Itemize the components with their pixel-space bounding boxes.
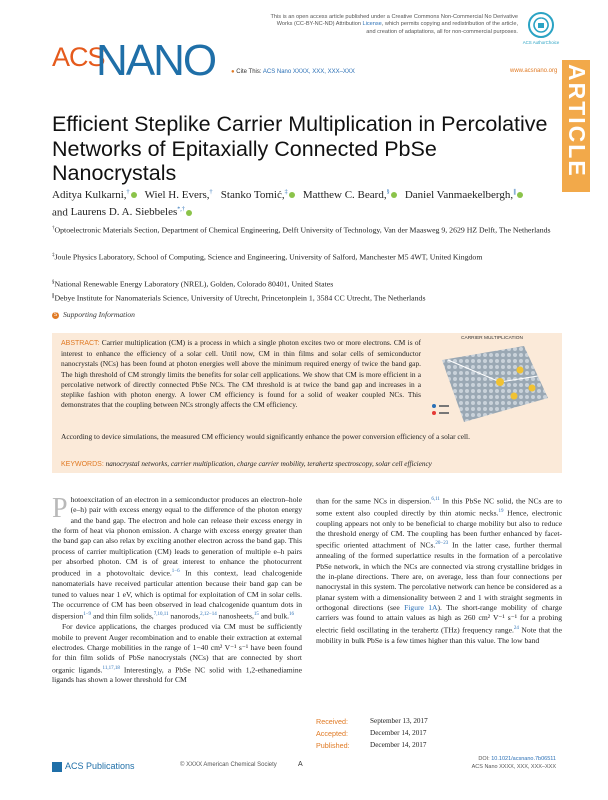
orcid-icon[interactable] bbox=[391, 192, 397, 198]
footer-citation: ACS Nano XXXX, XXX, XXX–XXX bbox=[471, 763, 556, 770]
affiliation: †Optoelectronic Materials Section, Department of Chemical Engineering, Delft University of Technology, Van der Maasweg 9, 2629 HZ Delft, The Netherlands bbox=[52, 225, 551, 235]
cite-link[interactable]: ACS Nano XXXX, XXX, XXX–XXX bbox=[262, 69, 355, 75]
journal-logo-nano[interactable]: NANO bbox=[96, 36, 216, 85]
reference-link[interactable]: 1−9 bbox=[83, 612, 92, 618]
author[interactable]: Matthew C. Beard,§ bbox=[303, 189, 397, 201]
acs-publications-icon bbox=[52, 762, 62, 772]
received-date: Received: September 13, 2017 bbox=[316, 717, 428, 726]
electron-icon bbox=[432, 404, 436, 408]
doi-block: DOI: 10.1021/acsnano.7b06511 ACS Nano XXXX, XXX, XXX–XXX bbox=[452, 756, 556, 771]
section-tab-label: ARTICLE bbox=[564, 64, 590, 178]
open-access-notice bbox=[268, 14, 518, 36]
author[interactable]: Daniel Vanmaekelbergh,∥ bbox=[405, 189, 523, 201]
paragraph: Photoexcitation of an electron in a semiconductor produces an electron–hole (e–h) pair with excess energy equal to the difference of the photon energy and the band gap. The electron and hole can release their excess energy in the form of heat via phonon emission. A charge with excess energy greater than the band gap can also relax by exciting another electron across the band gap. This process of carrier multiplication (CM) leads to generation of multiple e–h pairs per absorbed photon. CM is of great interest to enhance the photocurrent produced in a photovoltaic device.$^{1-6}$ In this context, lead chalcogenide nanomaterials have received particular attention because their band gap can be tuned to values near 1 eV, which is optimal for exploitation of CM in solar cells. The occurrence of CM has been observed in lead chalcogenide quantum dots in dispersion$^{1-9}$ and thin film solids,$^{7,10,11}$ nanorods,$^{2,12-14}$ nanosheets,$^{15}$ and bulk.$^{16}$ bbox=[52, 493, 302, 621]
license-link[interactable]: License bbox=[362, 21, 382, 28]
reference-link[interactable]: 2,12−14 bbox=[200, 612, 217, 618]
cite-prefix: Cite This: bbox=[236, 69, 263, 75]
reference-link[interactable]: 15 bbox=[253, 612, 259, 618]
orcid-icon[interactable] bbox=[186, 210, 192, 216]
published-date: Published: December 14, 2017 bbox=[316, 741, 427, 750]
affiliation: ∥Debye Institute for Nanomaterials Science, University of Utrecht, Princetonplein 1, 3584 CC Utrecht, The Netherlands bbox=[52, 293, 426, 303]
keywords-label: KEYWORDS: bbox=[61, 461, 104, 468]
supporting-info-link[interactable]: S Supporting Information bbox=[53, 310, 135, 319]
figure-link[interactable]: Figure 1A bbox=[404, 603, 438, 613]
reference-link[interactable]: 1−6 bbox=[171, 569, 180, 575]
reference-link[interactable]: 24 bbox=[513, 625, 519, 631]
section-tab bbox=[562, 60, 590, 192]
oa-notice-line: , which permits copying and bbox=[381, 21, 451, 28]
publication-dates bbox=[316, 716, 476, 752]
author-list bbox=[52, 185, 552, 220]
toc-graphic bbox=[428, 340, 554, 428]
reference-link[interactable]: 16 bbox=[289, 612, 295, 618]
hole-icon bbox=[432, 411, 436, 415]
abstract-body: Carrier multiplication (CM) is a process in which a single photon excites two or more electrons. CM is of interest to enhance the efficiency of a solar cell. Until now, CM in thin films and solar cells of semiconductor nanocrystals (NCs) has been found at photon energies well above the minimum required energy of twice the band gap. The high threshold of CM strongly limits the benefits for solar cell applications. We show that CM is more efficient in a percolative network of directly connected PbSe NCs. The CM threshold is at twice the band gap and increases in a steplike fashion with photon energy. A lower CM efficiency is found for a solid of weaker coupled NCs. This demonstrates that the coupling between NCs strongly affects the CM efficiency. bbox=[61, 338, 421, 410]
author[interactable]: Laurens D. A. Siebbeles*,† bbox=[71, 206, 192, 218]
accepted-date: Accepted: December 14, 2017 bbox=[316, 729, 427, 738]
body-column-left bbox=[52, 495, 302, 686]
photon-icon bbox=[517, 367, 524, 374]
open-access-badge-icon bbox=[528, 12, 554, 38]
oa-notice-line: This is an open access article published under a Creative Commons Non-Commercial No bbox=[270, 14, 492, 20]
oa-notice-line: redistribution of the article, and creation of adaptations, all for non-commercial purposes. bbox=[366, 21, 518, 35]
paragraph: than for the same NCs in dispersion.$^{6,11}$ In this PbSe NC solid, the NCs are to some extent also coupled directly by thin atomic necks.$^{19}$ Hence, electronic coupling appears not only to be beneficial to charge mobility but also to reduce the threshold energy of CM. The coupling has been further enhanced by facet-specific oriented attachment of NCs.$^{20-23}$ In the latter case, further thermal annealing of the formed superlattice results in the formation of a percolative PbSe network, in which the NCs are connected via strong crystalline bridges in the in-plane directions. There are, on average, less than four connections per nanocrystal in this system. The percolative network can hence be considered as a planar system with a dimensionality between 2 and 1 with straight segments in orthogonal directions (see Figure 1A). The short-range mobility of charge carriers was found to attain values as high as 260 cm² V⁻¹ s⁻¹ for a probing electric field oscillating in the terahertz (THz) frequency range.$^{24}$ Note that the mobility in bulk PbSe is a few times higher than this value. The low band bbox=[316, 496, 563, 645]
reference-link[interactable]: 20−23 bbox=[435, 541, 449, 547]
photon-icon bbox=[511, 393, 518, 400]
reference-link[interactable]: 6,11 bbox=[431, 497, 440, 502]
supporting-info-icon: S bbox=[53, 311, 58, 318]
affiliation: §National Renewable Energy Laboratory (NREL), Golden, Colorado 80401, United States bbox=[52, 279, 334, 289]
article-title: Efficient Steplike Carrier Multiplication in Percolative Networks of Epitaxially Connected PbSe Nanocrystals bbox=[52, 112, 548, 185]
orcid-icon[interactable] bbox=[289, 192, 295, 198]
journal-logo-acs[interactable]: ACS bbox=[52, 42, 105, 72]
abstract-tail: According to device simulations, the measured CM efficiency would significantly enhance the power conversion efficiency of a solar cell. bbox=[61, 432, 470, 441]
photon-icon bbox=[496, 378, 504, 386]
keywords-list: nanocrystal networks, carrier multiplication, charge carrier mobility, terahertz spectroscopy, solar cell efficiency bbox=[105, 460, 432, 468]
reference-link[interactable]: 19 bbox=[498, 508, 504, 514]
oa-notice-line: Derivative Works (CC-BY-NC-ND) Attribution bbox=[276, 14, 518, 28]
copyright: © XXXX American Chemical Society bbox=[180, 762, 277, 768]
nanocrystal-network-image bbox=[442, 346, 548, 422]
orcid-icon[interactable] bbox=[131, 192, 137, 198]
toc-graphic-caption: CARRIER MULTIPLICATION bbox=[461, 336, 523, 341]
cite-icon: ● bbox=[231, 69, 235, 75]
publisher-logo[interactable]: ACS Publications bbox=[52, 761, 135, 772]
paragraph: For device applications, the charges produced via CM must be sufficiently mobile to prevent Auger recombination and to enable their extraction at external electrodes. Charge mobilities in the range of 1−40 cm² V⁻¹ s⁻¹ have been found for thin film solids of PbSe nanocrystals (NCs) that are connected by short organic ligands.$^{11,17,18}$ Interestingly, a PbSe NC solid with 1,2-ethanediamine ligands has shown a lower threshold for CM bbox=[52, 622, 302, 685]
affiliation: ‡Joule Physics Laboratory, School of Computing, Science and Engineering, University of Salford, Manchester M5 4WT, United Kingdom bbox=[52, 252, 483, 262]
cite-this bbox=[231, 69, 355, 75]
orcid-icon[interactable] bbox=[517, 192, 523, 198]
body-column-right bbox=[316, 495, 562, 646]
page-number: A bbox=[298, 761, 303, 768]
keywords bbox=[61, 460, 556, 468]
journal-url-link[interactable]: www.acsnano.org bbox=[510, 68, 558, 74]
abstract-label: ABSTRACT: bbox=[61, 340, 100, 347]
photon-icon bbox=[529, 385, 536, 392]
author[interactable]: Stanko Tomić,‡ bbox=[221, 189, 295, 201]
author[interactable]: Aditya Kulkarni,† bbox=[52, 189, 137, 201]
author[interactable]: Wiel H. Evers,† bbox=[144, 188, 213, 201]
reference-link[interactable]: 11,17,18 bbox=[102, 665, 120, 671]
authors-and: and bbox=[52, 206, 71, 219]
dropcap: P bbox=[52, 493, 68, 524]
oa-badge-label: ACS AuthorChoice bbox=[522, 40, 560, 45]
doi-link[interactable]: 10.1021/acsnano.7b06511 bbox=[491, 756, 556, 762]
reference-link[interactable]: 7,10,11 bbox=[153, 612, 169, 618]
abstract-text bbox=[61, 338, 421, 410]
